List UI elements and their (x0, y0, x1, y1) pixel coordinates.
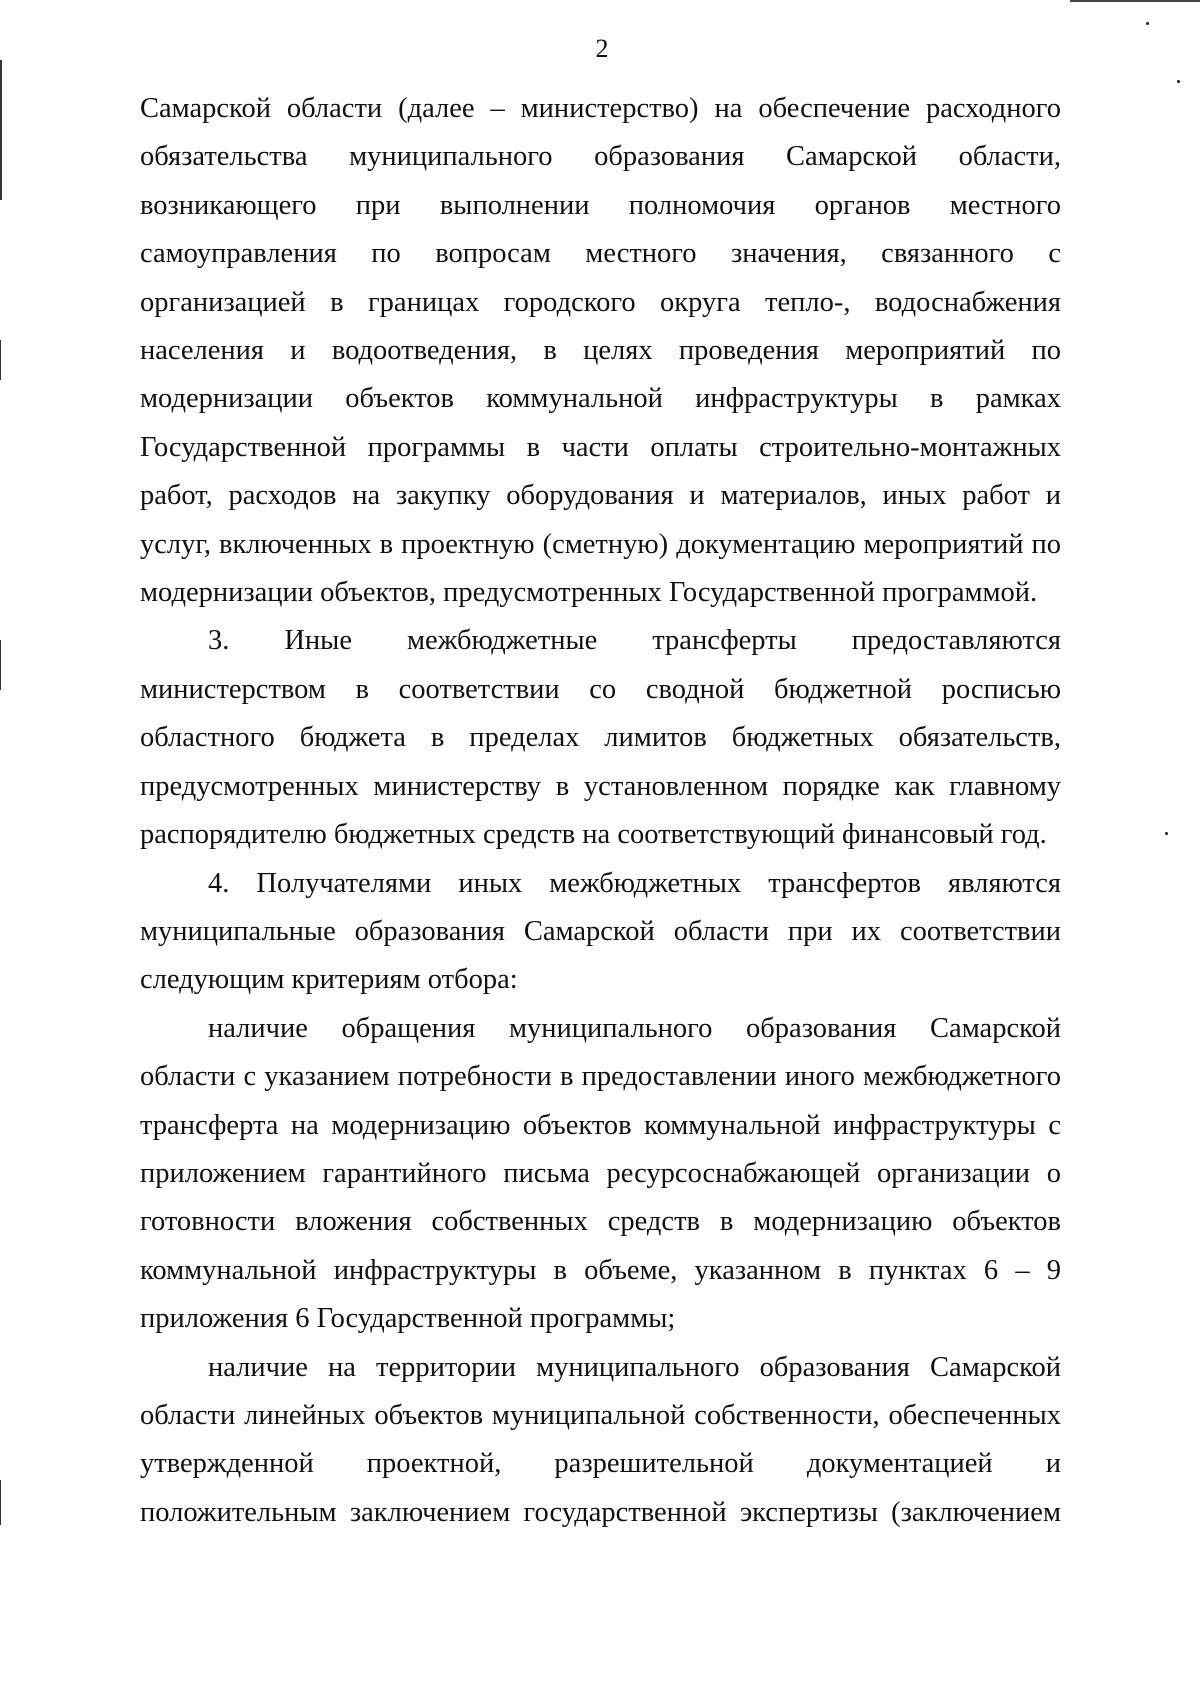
text-line: работ, расходов на закупку оборудования и материалов, иных работ и (140, 480, 1061, 512)
text-line: модернизации объектов, предусмотренных Государственной программой. (140, 577, 1038, 609)
text-line: наличие на территории муниципального образования Самарской (208, 1351, 1061, 1383)
text-line: области с указанием потребности в предоставлении иного межбюджетного (140, 1061, 1061, 1093)
text-line: муниципальные образования Самарской области при их соответствии (140, 915, 1061, 947)
paragraph (140, 860, 1061, 1005)
text-line: коммунальной инфраструктуры в объеме, указанном в пунктах 6 – 9 (140, 1254, 1061, 1286)
text-line: готовности вложения собственных средств в модернизацию объектов (140, 1206, 1061, 1238)
scan-artifact (0, 60, 2, 200)
scan-artifact (0, 1480, 1, 1525)
text-line: положительным заключением государственной экспертизы (заключением (140, 1496, 1061, 1528)
paragraph (140, 1344, 1061, 1538)
scan-artifact (1070, 0, 1200, 2)
scan-artifact (0, 340, 1, 380)
text-line: 4. Получателями иных межбюджетных трансфертов являются (208, 867, 1061, 899)
text-line: Самарской области (далее – министерство) на обеспечение расходного (140, 93, 1061, 124)
paragraph (140, 85, 1061, 617)
text-line: приложения 6 Государственной программы; (140, 1303, 676, 1335)
text-line: услуг, включенных в проектную (сметную) документацию мероприятий по (140, 528, 1061, 560)
paragraph (140, 617, 1061, 859)
page-number: 2 (595, 34, 609, 63)
document-body (140, 85, 1061, 1537)
text-line: утвержденной проектной, разрешительной документацией и (140, 1448, 1061, 1480)
paragraph (140, 1005, 1061, 1344)
text-line: министерством в соответствии со сводной бюджетной росписью (140, 673, 1061, 705)
text-line: следующим критериям отбора: (140, 964, 518, 996)
text-line: наличие обращения муниципального образования Самарской (208, 1012, 1061, 1044)
scan-artifact (1177, 80, 1180, 83)
text-line: областного бюджета в пределах лимитов бюджетных обязательств, (140, 722, 1061, 754)
scan-artifact (0, 640, 1, 690)
text-line: населения и водоотведения, в целях проведения мероприятий по (140, 335, 1061, 367)
text-line: области линейных объектов муниципальной собственности, обеспеченных (140, 1399, 1061, 1431)
text-line: приложением гарантийного письма ресурсоснабжающей организации о (140, 1157, 1061, 1189)
text-line: распорядителю бюджетных средств на соответствующий финансовый год. (140, 819, 1047, 851)
scan-artifact (1165, 832, 1168, 835)
text-line: модернизации объектов коммунальной инфраструктуры в рамках (140, 383, 1061, 415)
text-line: организацией в границах городского округа тепло-, водоснабжения (140, 286, 1061, 318)
text-line: Государственной программы в части оплаты строительно-монтажных (140, 431, 1061, 463)
text-line: 3. Иные межбюджетные трансферты предоставляются (208, 625, 1061, 657)
text-line: обязательства муниципального образования Самарской области, (140, 141, 1061, 173)
text-line: возникающего при выполнении полномочия органов местного (140, 189, 1061, 221)
text-line: предусмотренных министерству в установленном порядке как главному (140, 770, 1061, 802)
text-line: самоуправления по вопросам местного значения, связанного с (140, 238, 1061, 270)
scan-artifact (1146, 22, 1149, 25)
text-line: трансферта на модернизацию объектов коммунальной инфраструктуры с (140, 1109, 1061, 1141)
